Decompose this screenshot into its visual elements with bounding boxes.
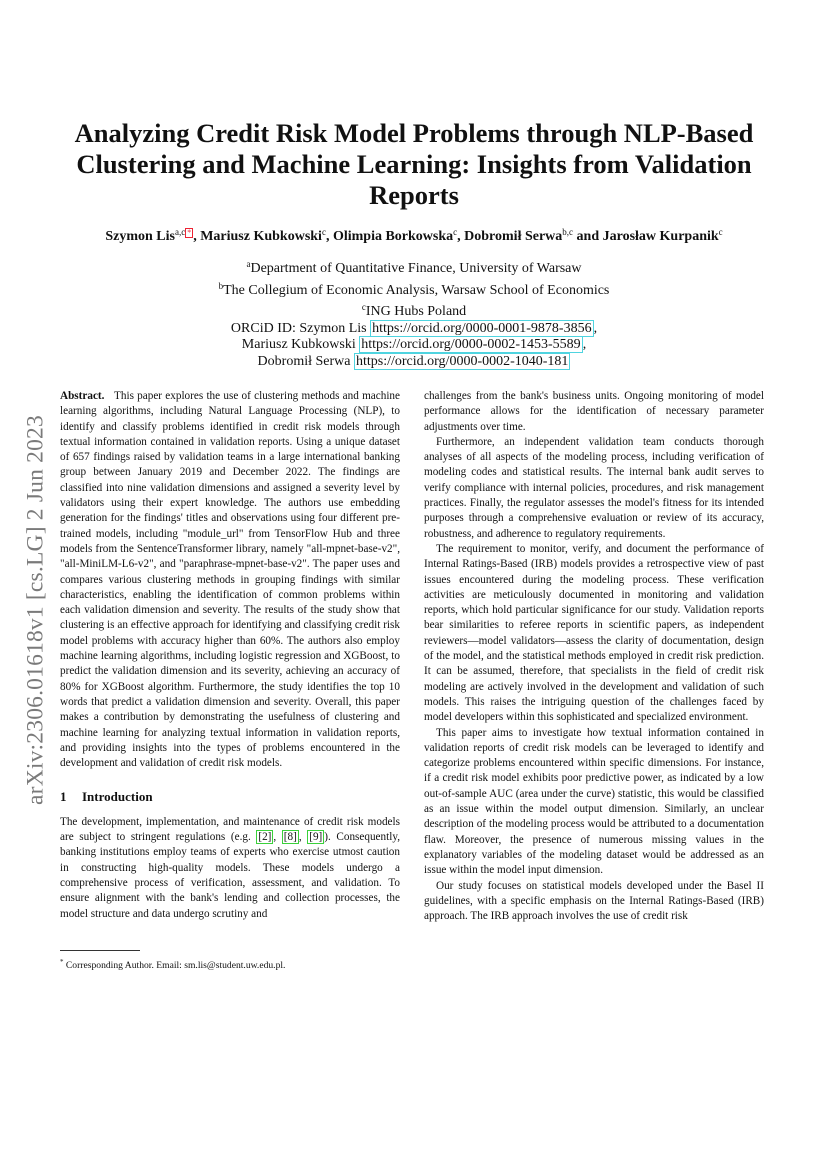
orcid-link[interactable]: https://orcid.org/0000-0002-1453-5589 [361, 337, 581, 353]
affiliation-mark: a [246, 259, 251, 269]
author-affiliation-mark: b,c [562, 227, 574, 237]
body-paragraph: The requirement to monitor, verify, and document the performance of Internal Ratings-Based (IRB) models provides a retrospective view of past issues encountered during the modeling process. These verification activities are meticulously documented in monitoring and validation reports, which hold particular significance for our study. Validation reports bear similarities to referee reports in scientific papers, as independent reviewers—model validators—assess the clarity of documentation, design of the model, and the statistical methods employed in credit risk prediction. It can be assumed, therefore, that specialists in the field of credit risk modeling are actively involved in the development and validation of such models. This raises the intriguing question of the challenges faced by model developers within this sophisticated and specialized environment. [424, 542, 764, 724]
abstract-paragraph [60, 389, 400, 771]
abstract-label: Abstract. [60, 390, 105, 402]
orcid-separator: , [593, 320, 598, 336]
left-column [60, 389, 400, 922]
orcid-link[interactable]: https://orcid.org/0000-0001-9878-3856 [372, 320, 592, 336]
footnote [60, 956, 400, 972]
section-number: 1 [60, 789, 67, 805]
affiliation-line [40, 278, 788, 300]
orcid-line [40, 321, 788, 338]
author-affiliation-mark: c [718, 227, 723, 237]
affiliation-line [40, 256, 788, 278]
citation-link[interactable]: [9] [309, 831, 323, 844]
arxiv-identifier-stamp [14, 375, 58, 845]
affiliation-text: Department of Quantitative Finance, University of Warsaw [250, 261, 582, 276]
affiliation-line [40, 299, 788, 321]
author-name: Jarosław Kurpanik [602, 229, 719, 244]
body-paragraph: Our study focuses on statistical models developed under the Basel II guidelines, with a specific emphasis on the Internal Ratings-Based (IRB) approach. The IRB approach involves the use of credit risk [424, 879, 764, 923]
orcid-label: Mariusz Kubkowski [241, 337, 360, 353]
author-affiliation-mark: c [453, 227, 458, 237]
author-name: Mariusz Kubkowski [200, 229, 322, 244]
author-list: Szymon Lis$^{a,c}$ * , Mariusz Kubkowski$^c$, Olimpia Borkowska$^c$, Dobromił Serwa$^{b,c}$ and Jarosław Kurpanik$^c$ [105, 227, 723, 244]
orcid-line [40, 354, 788, 371]
intro-paragraph: The development, implementation, and maintenance of credit risk models are subject to stringent regulations (e.g. [2] , [8] , [9] ). Consequently, banking institutions employ teams of experts who exercise utmost caution in constructing high-quality models. These models undergo a comprehensive process of verification, assessment, and validation. To ensure alignment with the bank's lending and collection processes, the model structure and data undergo scrutiny and [60, 815, 400, 920]
orcid-label: Dobromił Serwa [257, 353, 354, 369]
intro-text: ). Consequently, banking institutions employ teams of experts who exercise utmost caution in constructing high-quality models. These models undergo a comprehensive process of verification, assessment, and validation. To ensure alignment with the bank's lending and collection processes, the model structure and data undergo scrutiny and [60, 831, 400, 920]
citation-link[interactable]: [2] [258, 831, 272, 844]
orcid-separator: , [582, 337, 587, 353]
footnote-text: Corresponding Author. Email: sm.lis@student.uw.edu.pl. [65, 960, 286, 971]
footnote-divider [60, 950, 140, 951]
orcid-label: ORCiD ID: Szymon Lis [230, 320, 371, 336]
affiliation-mark: b [218, 280, 224, 291]
intro-text: The development, implementation, and maintenance of credit risk models are subject to stringent regulations (e.g. [60, 815, 400, 844]
section-title: Introduction [82, 789, 153, 805]
affiliation-text: ING Hubs Poland [365, 304, 467, 320]
author-name: Olimpia Borkowska [332, 229, 454, 244]
citation-link[interactable]: [8] [283, 831, 297, 844]
orcid-link[interactable]: https://orcid.org/0000-0002-1040-181 [355, 353, 569, 369]
body-paragraph: challenges from the bank's business units. Ongoing monitoring of model performance allows for the identification of necessary parameter adjustments over time. [424, 390, 764, 433]
affiliation-mark: c [361, 302, 366, 313]
affiliation-text: The Collegium of Economic Analysis, Warsaw School of Economics [223, 282, 610, 298]
paper-title: Analyzing Credit Risk Model Problems through NLP-Based Clustering and Machine Learning: Insights from Validation Reports [74, 118, 754, 210]
arxiv-identifier-text: arXiv:2306.01618v1 [cs.LG] 2 Jun 2023 [22, 415, 49, 805]
section-heading-introduction [60, 789, 400, 804]
right-column [424, 389, 764, 924]
abstract-text: This paper explores the use of clustering methods and machine learning algorithms, including Natural Language Processing (NLP), to identify and classify problems identified in credit risk models through textual information contained in validation reports. Using a unique dataset of 657 findings raised by validation teams in a large international banking group between January 2019 and December 2022. The findings are classified into nine validation dimensions and assigned a severity level by validators using their expert knowledge. The authors use embedding generation for the findings' titles and observations using four different pre-trained models, including "module_url" from TensorFlow Hub and three models from the SentenceTransformer library, namely "all-mpnet-base-v2", "all-MiniLM-L6-v2", and "paraphrase-mpnet-base-v2". The paper uses and compares various clustering methods in grouping findings with similar characteristics, enabling the identification of common problems within each validation dimension and severity. The results of the study show that clustering is an effective approach for identifying and classifying credit risk model problems with accuracy higher than 60%. The authors also employ machine learning algorithms, including logistic regression and XGBoost, to predict the validation dimension and its severity, achieving an accuracy of 80% for XGBoost algorithm. Furthermore, the study identifies the top 10 words that predict a validation dimension and severity. Overall, this paper makes a contribution by demonstrating the usefulness of clustering and machine learning for analyzing textual information in validation reports, and providing insights into the types of problems encountered in the development and validation of credit risk models. [60, 390, 400, 770]
author-name: Dobromił Serwa [464, 229, 563, 244]
affiliations-block [40, 256, 788, 371]
author-affiliation-mark: c [321, 227, 326, 237]
body-paragraph: Furthermore, an independent validation team conducts thorough analyses of all aspects of the modeling process, including verification of modeling codes and statistical results. The internal bank audit serves to verify compliance with internal policies, procedures, and risk management practices. Finally, the regulator assesses the model's fitness for its intended purposes through a comprehensive evaluation or review of its accuracy, robustness, and adherence to regulatory requirements. [424, 435, 764, 540]
author-affiliation-mark: a,c [174, 227, 186, 237]
author-name: Szymon Lis [105, 229, 175, 244]
corresponding-author-footnote-link[interactable]: * [187, 228, 192, 237]
footnote-mark: * [60, 958, 64, 966]
orcid-line [40, 337, 788, 354]
body-paragraph: This paper aims to investigate how textual information contained in validation reports of credit risk models can be leveraged to identify and categorize problems encountered within specific dimensions. For instance, if a credit risk model exhibits poor predictive power, as indicated by a low out-of-sample AUC (area under the curve) statistic, this would be classified as an issue within the model output dimension. Similarly, an unclear description of the modeling process would be attributed to a documentation flaw. Moreover, the presence of numerous missing values in the explanatory variables of the modeling dataset would be addressed as an issue within the model input dimension. [424, 726, 764, 877]
